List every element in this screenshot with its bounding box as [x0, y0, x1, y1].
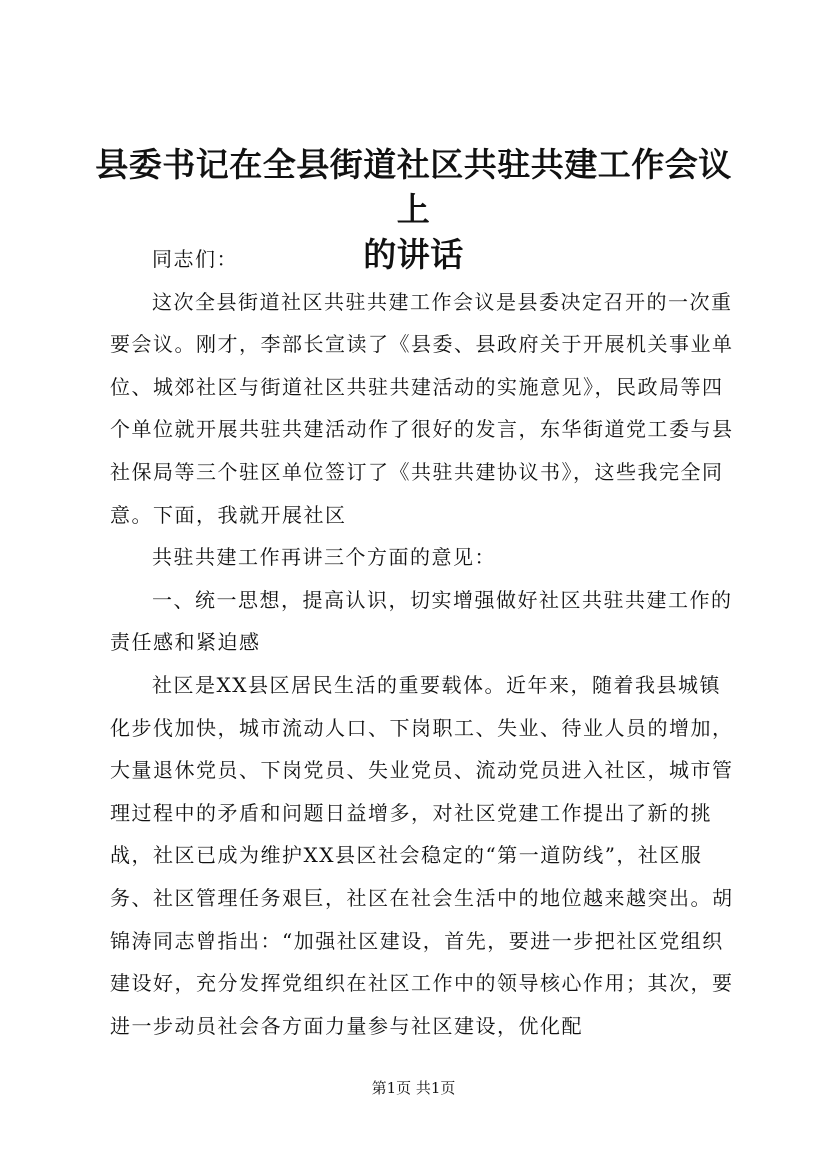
paragraph-community: 社区是XX县区居民生活的重要载体。近年来，随着我县城镇化步伐加快，城市流动人口、下岗职工、失业、待业人员的增加，大量退休党员、下岗党员、失业党员、流动党员进入社区，城市管理过程中的矛盾和问题日益增多，对社区党建工作提出了新的挑战，社区已成为维护XX县区社会稳定的“第一道防线”，社区服务、社区管理任务艰巨，社区在社会生活中的地位越来越突出。胡锦涛同志曾指出：“加强社区建设，首先，要进一步把社区党组织建设好，充分发挥党组织在社区工作中的领导核心作用；其次，要进一步动员社会各方面力量参与社区建设，优化配: [110, 672, 734, 1038]
section-heading-1: 一、统一思想，提高认识，切实增强做好社区共驻共建工作的责任感和紧迫感: [110, 587, 733, 655]
paragraph-intro: 这次全县街道社区共驻共建工作会议是县委决定召开的一次重要会议。刚才，李部长宣读了《县委、县政府关于开展机关事业单位、城郊社区与街道社区共驻共建活动的实施意见》，民政局等四个单位就开展共驻共建活动作了很好的发言，东华街道党工委与县社保局等三个驻区单位签订了《共驻共建协议书》，这些我完全同意。下面，我就开展社区: [110, 289, 734, 527]
page-footer: 第1页 共1页: [371, 1079, 456, 1097]
title-line-2: 的讲话: [363, 235, 464, 274]
title-line-1: 县委书记在全县街道社区共驻共建工作会议上: [95, 145, 732, 229]
salutation: 同志们：: [152, 247, 238, 271]
document-body: [110, 238, 738, 1047]
paragraph-transition: 共驻共建工作再讲三个方面的意见：: [152, 545, 496, 570]
